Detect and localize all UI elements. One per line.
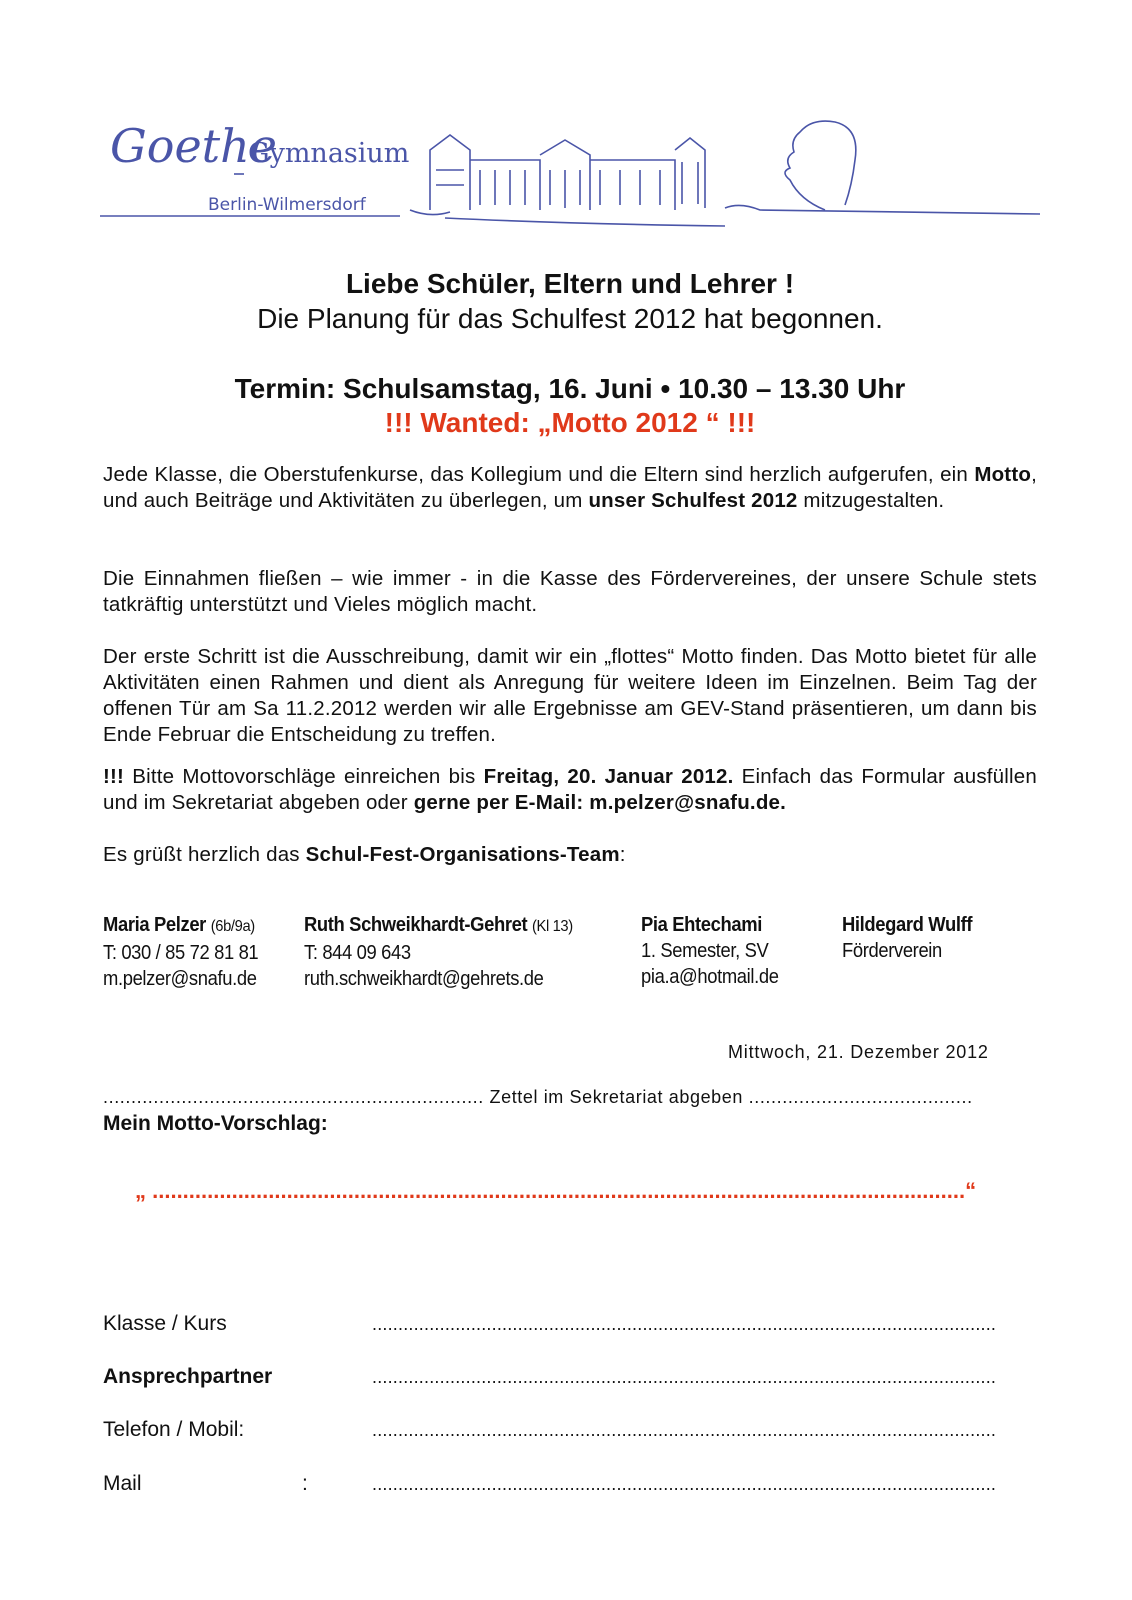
contact-card: [842, 912, 972, 964]
field-line-klasse[interactable]: ........................................................................................................................: [372, 1314, 997, 1334]
paragraph-invitation-text-c: , und auch Beiträge und Aktivitäten zu überlegen, um: [103, 463, 1037, 512]
paragraph-income: Die Einnahmen fließen – wie immer - in die Kasse des Fördervereines, der unsere Schule stets tatkräftig unterstützt und Vieles möglich macht.: [103, 567, 1037, 616]
contact-phone: T: 844 09 643: [304, 942, 411, 964]
contact-card: [103, 912, 258, 992]
field-label-ansprechpartner: Ansprechpartner: [103, 1365, 273, 1388]
contact-name: Pia Ehtechami: [641, 914, 763, 936]
field-colon-mail: :: [302, 1472, 308, 1495]
contact-role: Förderverein: [842, 940, 942, 962]
field-label-telefon: Telefon / Mobil:: [103, 1418, 245, 1441]
contact-name: Ruth Schweikhardt-Gehret: [304, 914, 528, 936]
team-contacts: [0, 912, 1132, 1002]
cut-line-dots-left: ....................................................................: [103, 1087, 484, 1107]
paragraph-invitation-schulfest: unser Schulfest 2012: [588, 489, 798, 512]
cut-line-dots-right: ........................................: [748, 1087, 973, 1107]
paragraph-first-step: Der erste Schritt ist die Ausschreibung, damit wir ein „flottes“ Motto finden. Das Motto bietet für alle Aktivitäten einen Rahmen und dient als Anregung für weitere Ideen im Einzelnen. Beim Tag der offenen Tür am Sa 11.2.2012 werden wir alle Ergebnisse am GEV-Stand präsentieren, um dann bis Ende Februar die Entscheidung zu treffen.: [103, 645, 1037, 746]
paragraph-invitation-motto: Motto: [974, 463, 1032, 486]
motto-quote-close: “: [965, 1178, 977, 1203]
field-label-klasse: Klasse / Kurs: [103, 1312, 227, 1335]
contact-role: 1. Semester, SV: [641, 940, 769, 962]
contact-phone: T: 030 / 85 72 81 81: [103, 942, 259, 964]
paragraph-greeting-team: Schul-Fest-Organisations-Team: [305, 843, 620, 866]
logo-name-text: Gymnasium: [248, 138, 410, 169]
logo-script-text: Goethe: [110, 119, 277, 173]
paragraph-deadline-text-b: Bitte Mottovorschläge einreichen bis: [124, 765, 484, 788]
motto-quote-open: „: [135, 1178, 146, 1203]
motto-quote-dots: .....................................................................................................................................: [152, 1178, 966, 1203]
motto-label: Mein Motto-Vorschlag:: [103, 1112, 328, 1135]
contact-email: pia.a@hotmail.de: [641, 966, 779, 988]
contact-name: Hildegard Wulff: [842, 914, 973, 936]
paragraph-greeting-text-c: :: [619, 843, 626, 866]
field-line-ansprechpartner[interactable]: ........................................................................................................................: [372, 1367, 997, 1387]
paragraph-invitation-text-e: mitzugestalten.: [797, 489, 945, 512]
field-line-telefon[interactable]: ........................................................................................................................: [372, 1420, 997, 1440]
contact-note: (6b/9a): [210, 918, 255, 935]
paragraph-deadline: [103, 764, 1037, 816]
paragraph-deadline-text-d: Einfach das Formular ausfüllen und im Sekretariat abgeben oder: [103, 765, 1037, 814]
field-line-mail[interactable]: ........................................................................................................................: [372, 1474, 997, 1494]
paragraph-deadline-date: Freitag, 20. Januar 2012.: [483, 765, 734, 788]
greeting-heading: Liebe Schüler, Eltern und Lehrer !: [345, 268, 795, 299]
contact-name: Maria Pelzer: [103, 914, 206, 936]
planning-subheading: Die Planung für das Schulfest 2012 hat begonnen.: [257, 303, 883, 334]
paragraph-invitation-text-a: Jede Klasse, die Oberstufenkurse, das Kollegium und die Eltern sind herzlich aufgerufen, ein: [103, 463, 975, 486]
paragraph-deadline-email: gerne per E-Mail: m.pelzer@snafu.de.: [413, 791, 787, 814]
paragraph-greeting-text-a: Es grüßt herzlich das: [103, 843, 306, 866]
cut-line-text: Zettel im Sekretariat abgeben: [489, 1087, 744, 1107]
contact-note: (Kl 13): [532, 918, 573, 935]
paragraph-greeting: [103, 842, 1037, 868]
logo-artwork: [100, 100, 1040, 240]
paragraph-invitation: [103, 462, 1037, 514]
contact-card: [641, 912, 779, 990]
cut-line: [103, 1087, 1037, 1108]
contact-email: m.pelzer@snafu.de: [103, 968, 257, 990]
motto-input-line[interactable]: [135, 1178, 1005, 1204]
wanted-motto-heading: !!! Wanted: „Motto 2012 “ !!!: [384, 407, 756, 438]
field-label-mail: Mail: [103, 1472, 142, 1495]
logo-location-text: Berlin-Wilmersdorf: [208, 195, 366, 215]
school-logo: [100, 100, 1040, 240]
contact-email: ruth.schweikhardt@gehrets.de: [304, 968, 544, 990]
document-date: Mittwoch, 21. Dezember 2012: [728, 1042, 989, 1062]
event-date-heading: Termin: Schulsamstag, 16. Juni • 10.30 – 13.30 Uhr: [234, 373, 906, 404]
contact-card: [304, 912, 573, 992]
paragraph-deadline-exclaim: !!!: [103, 765, 125, 788]
